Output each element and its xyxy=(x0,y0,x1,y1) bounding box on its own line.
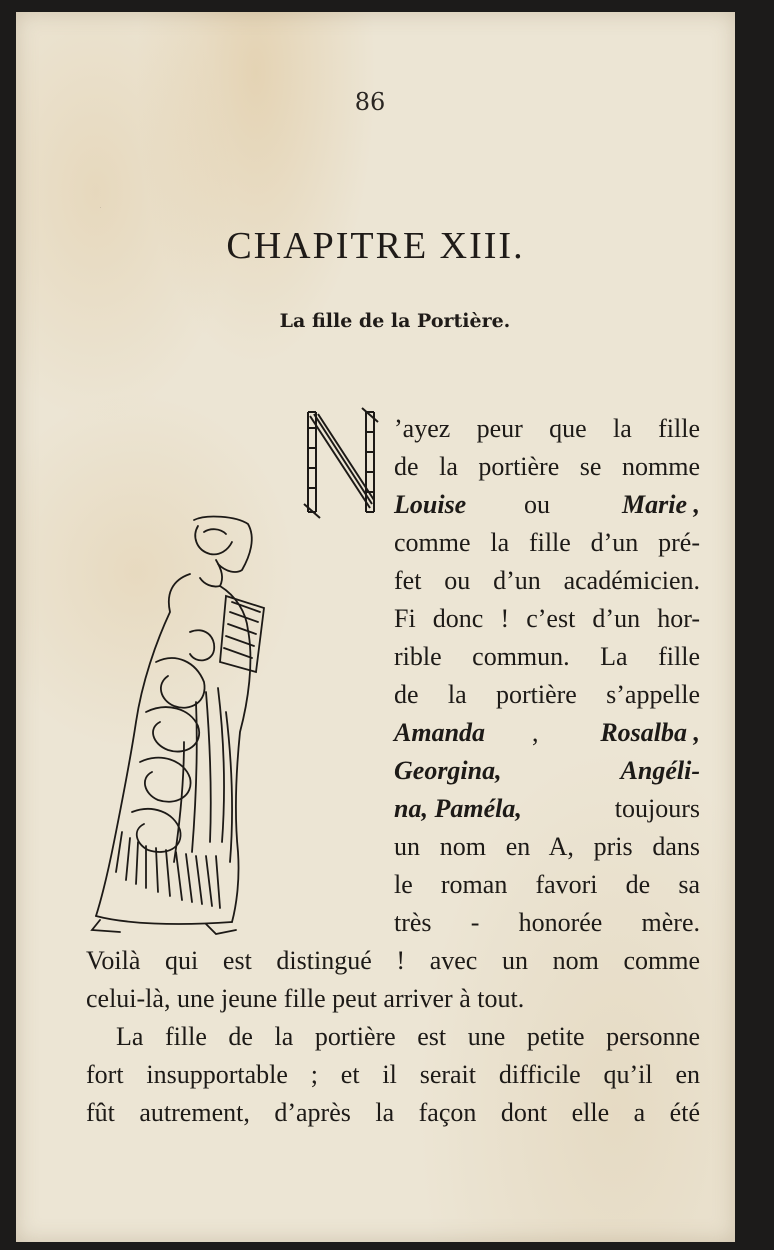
text-line: ’ayez peur que la fille xyxy=(394,414,700,443)
text-word: ou xyxy=(524,490,550,519)
text-line: de la portière s’appelle xyxy=(394,680,700,709)
paragraph-start-line: La fille de la portière est une petite personne xyxy=(116,1022,700,1051)
name-amanda: Amanda xyxy=(394,718,486,747)
text-line: comme la fille d’un pré- xyxy=(394,528,700,557)
text-line: Fi donc ! c’est d’un hor- xyxy=(394,604,700,633)
text-word: toujours xyxy=(614,794,700,823)
text-line: Voilà qui est distingué ! avec un nom comme xyxy=(86,946,700,975)
name-rosalba: Rosalba , xyxy=(600,718,700,747)
text-line: fût autrement, d’après la façon dont elle a été xyxy=(86,1098,700,1127)
name-georgina: Georgina, xyxy=(394,756,502,785)
page-number: 86 xyxy=(354,88,386,116)
text-line: celui-là, une jeune fille peut arriver à tout. xyxy=(86,984,525,1013)
name-pamela: na, Paméla, xyxy=(394,794,522,823)
dropcap-letter: N xyxy=(100,208,101,209)
name-angelina: Angéli- xyxy=(620,756,700,785)
text-comma: , xyxy=(532,718,539,747)
text-line: fort insupportable ; et il serait difficile qu’il en xyxy=(86,1060,700,1089)
text-line: très - honorée mère. xyxy=(394,908,700,937)
text-line: de la portière se nomme xyxy=(394,452,700,481)
text-line: rible commun. La fille xyxy=(394,642,700,671)
chapter-title: CHAPITRE XIII. xyxy=(226,225,525,267)
text-line: fet ou d’un académicien. xyxy=(394,566,700,595)
chapter-subtitle: La fille de la Portière. xyxy=(279,310,511,332)
name-marie: Marie , xyxy=(622,490,700,519)
text-line: un nom en A, pris dans xyxy=(394,832,700,861)
text-line: le roman favori de sa xyxy=(394,870,700,899)
name-louise: Louise xyxy=(394,490,467,519)
illustration-woman-figure xyxy=(86,512,286,937)
